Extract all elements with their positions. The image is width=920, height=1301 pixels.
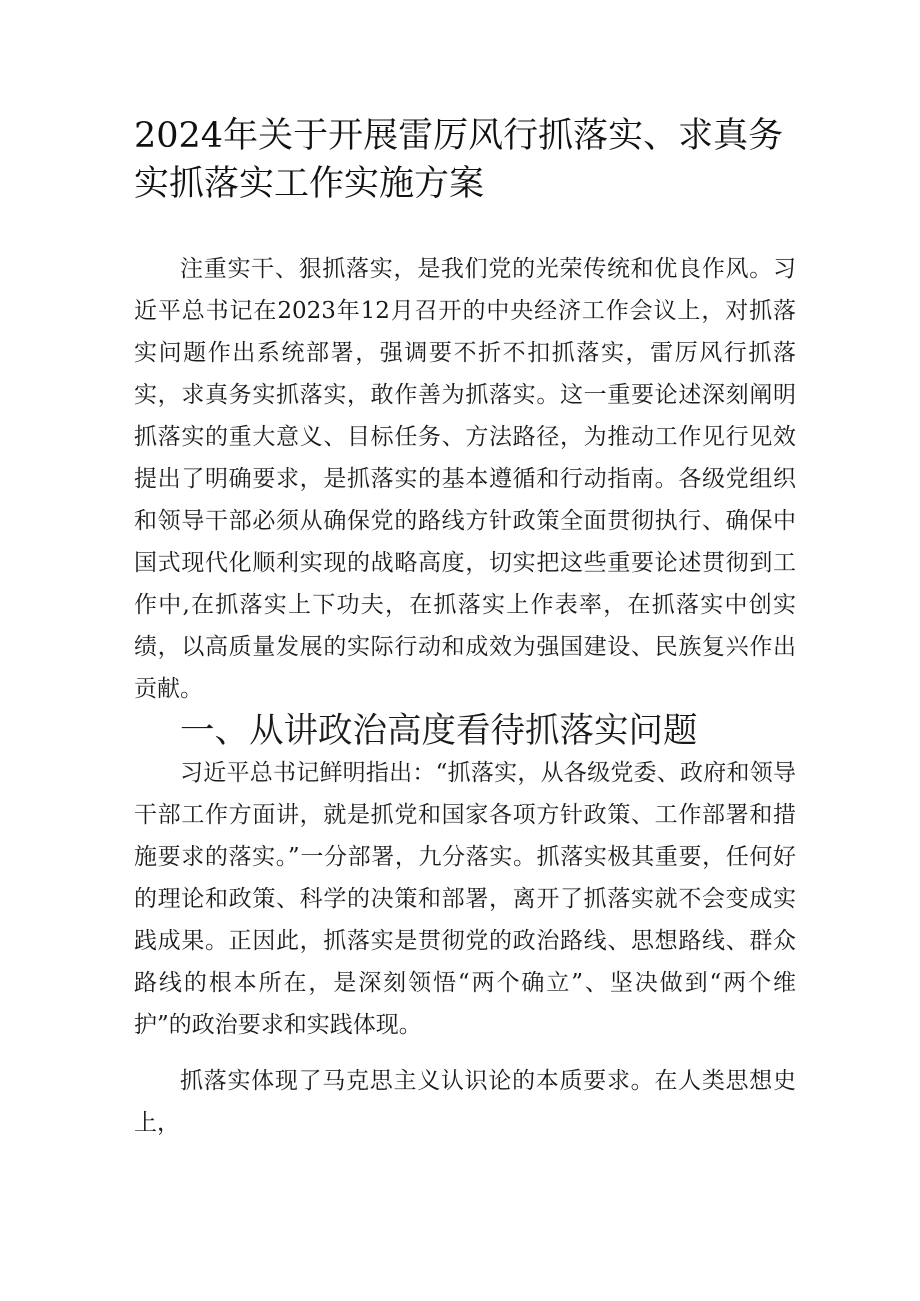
paragraph-epistemology: 抓落实体现了马克思主义认识论的本质要求。在人类思想史上，: [134, 1068, 796, 1136]
paragraph-section-1: 习近平总书记鲜明指出：“抓落实，从各级党委、政府和领导干部工作方面讲，就是抓党和国家各项方针政策、工作部署和措施要求的落实。”一分部署，九分落实。抓落实极其重要，任何好的理论和政策、科学的决策和部署，离开了抓落实就不会变成实践成果。正因此，抓落实是贯彻党的政治路线、思想路线、群众路线的根本所在，是深刻领悟“两个确立”、坚决做到“两个维护”的政治要求和实践体现。: [134, 760, 796, 1038]
paragraph-intro: 注重实干、狠抓落实，是我们党的光荣传统和优良作风。习近平总书记在2023年12月召开的中央经济工作会议上，对抓落实问题作出系统部署，强调要不折不扣抓落实，雷厉风行抓落实，求真务实抓落实，敢作善为抓落实。这一重要论述深刻阐明抓落实的重大意义、目标任务、方法路径，为推动工作见行见效提出了明确要求，是抓落实的基本遵循和行动指南。各级党组织和领导干部必须从确保党的路线方针政策全面贯彻执行、确保中国式现代化顺利实现的战略高度，切实把这些重要论述贯彻到工作中,在抓落实上下功夫，在抓落实上作表率，在抓落实中创实绩，以高质量发展的实际行动和成效为强国建设、民族复兴作出贡献。: [134, 256, 796, 702]
document-title: 2024年关于开展雷厉风行抓落实、求真务实抓落实工作实施方案: [134, 116, 784, 204]
document-body: [134, 248, 796, 1144]
section-heading-1: 一、从讲政治高度看待抓落实问题: [180, 711, 698, 751]
